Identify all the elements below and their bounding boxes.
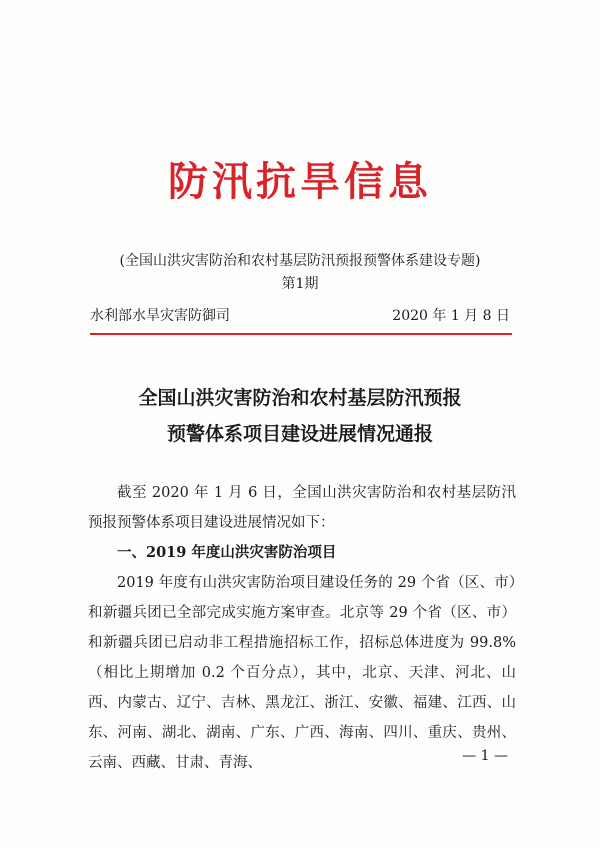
red-divider (90, 333, 512, 335)
report-title-line-2: 预警体系项目建设进展情况通报 (166, 423, 433, 445)
report-body (88, 478, 516, 778)
intro-paragraph: 截至 2020 年 1 月 6 日，全国山洪灾害防治和农村基层防汛预报预警体系项目建设进展情况如下： (88, 485, 516, 531)
section-1-heading: 一、2019 年度山洪灾害防治项目 (117, 544, 337, 561)
section-1-paragraph: 2019 年度有山洪灾害防治项目建设任务的 29 个省（区、市）和新疆兵团已全部完成实施方案审查。北京等 29 个省（区、市）和新疆兵团已启动非工程措施招标工作，招标总体进度为 99.8%（相比上期增加 0.2 个百分点），其中，北京、天津、河北、山西、内蒙古、辽宁、吉林、黑龙江、浙江、安徽、福建、江西、山东、河南、湖北、湖南、广东、广西、海南、四川、重庆、贵州、云南、西藏、甘肃、青海、 (88, 575, 516, 771)
report-title (0, 380, 600, 452)
issue-date: 2020 年 1 月 8 日 (392, 308, 510, 324)
issuing-organization: 水利部水旱灾害防御司 (90, 308, 230, 324)
masthead-title: 防汛抗旱信息 (168, 158, 432, 205)
issuer-line (90, 305, 510, 325)
page-number: — 1 — (462, 748, 508, 764)
report-title-line-1: 全国山洪灾害防治和农村基层防汛预报 (138, 387, 462, 409)
issue-number: 第1期 (281, 276, 319, 292)
special-topic-subtitle: (全国山洪灾害防治和农村基层防汛预报预警体系建设专题) (119, 253, 481, 269)
